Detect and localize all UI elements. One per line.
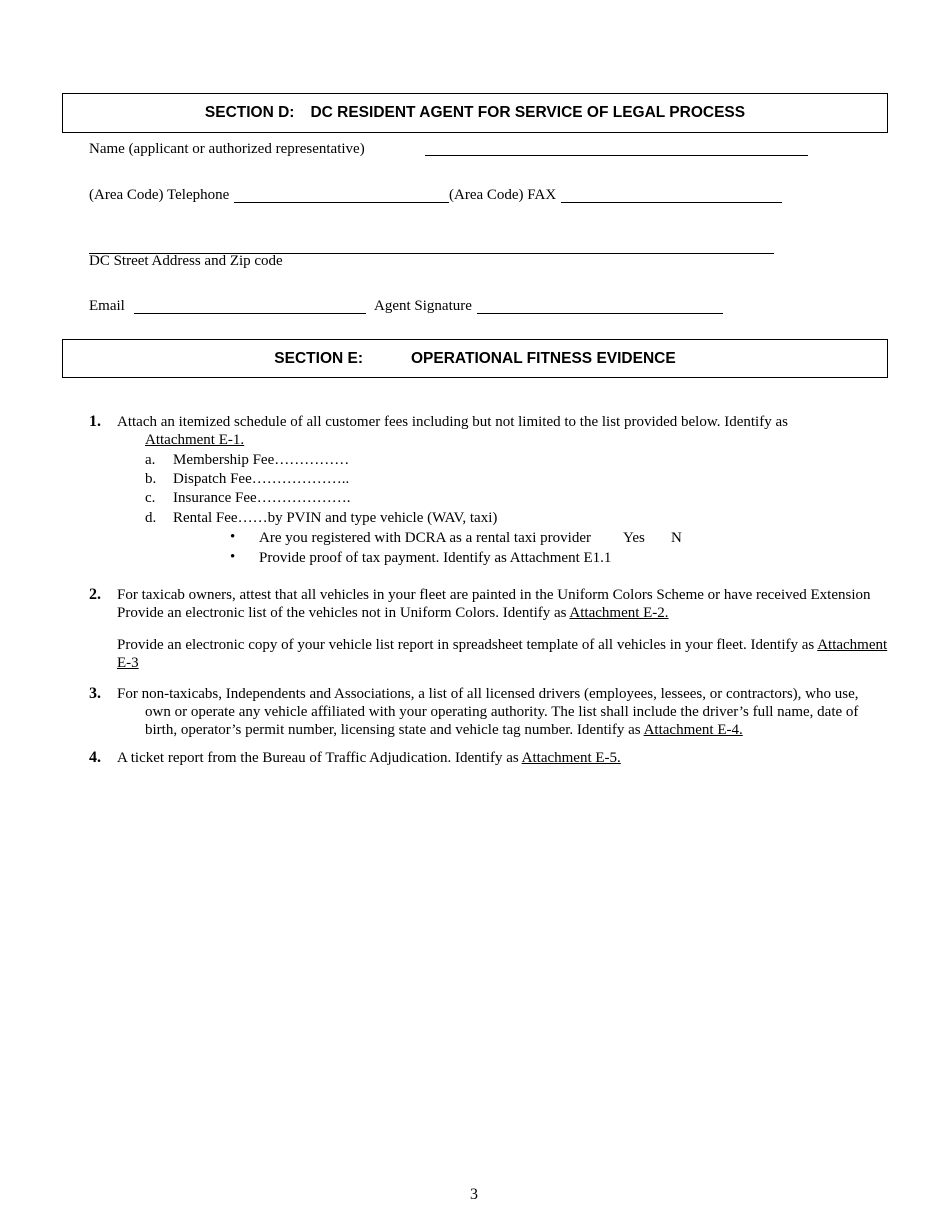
section-e-title: OPERATIONAL FITNESS EVIDENCE: [411, 349, 676, 367]
email-label: Email: [89, 298, 125, 314]
item-2-line-2-text: Provide an electronic list of the vehicles not in Uniform Colors. Identify as: [117, 605, 567, 621]
item-3-line-3: [145, 722, 743, 739]
item-1-text: Attach an itemized schedule of all customer fees including but not limited to the list provided below. Identify as: [117, 414, 788, 430]
sub-item-rental-fee: Rental Fee……by PVIN and type vehicle (WAV, taxi): [173, 510, 498, 526]
item-3-line-1: For non-taxicabs, Independents and Associations, a list of all licensed drivers (employees, lessees, or contractors), who use,: [117, 686, 859, 702]
name-label: Name (applicant or authorized representative): [89, 141, 365, 157]
no-option[interactable]: N: [671, 530, 682, 546]
item-2-line-1: For taxicab owners, attest that all vehicles in your fleet are painted in the Uniform Colors Scheme or have received Extension: [117, 587, 871, 603]
sub-item-insurance-fee: Insurance Fee……………….: [173, 490, 351, 506]
signature-label: Agent Signature: [374, 298, 472, 314]
item-2-attachment: Attachment E-2.: [569, 605, 669, 621]
item-2-line-2: [117, 605, 669, 622]
section-d-title: DC RESIDENT AGENT FOR SERVICE OF LEGAL PROCESS: [310, 104, 746, 121]
bullet-tax-proof: Provide proof of tax payment. Identify as Attachment E1.1: [259, 550, 612, 566]
signature-field[interactable]: [477, 313, 723, 314]
item-4-number: 4.: [89, 749, 101, 766]
telephone-field[interactable]: [234, 202, 449, 203]
sub-item-membership-fee: Membership Fee……………: [173, 452, 350, 468]
email-field[interactable]: [134, 313, 366, 314]
bullet-icon: •: [230, 549, 236, 565]
section-d-label: SECTION D:: [204, 104, 295, 121]
address-label: DC Street Address and Zip code: [89, 253, 283, 269]
item-2-number: 2.: [89, 586, 101, 603]
bullet-icon: •: [230, 529, 236, 545]
item-3-line-3-text: birth, operator’s permit number, licensing state and vehicle tag number. Identify as: [145, 722, 641, 738]
item-4-attachment: Attachment E-5.: [521, 750, 621, 766]
fax-label: (Area Code) FAX: [449, 187, 557, 203]
name-field[interactable]: [425, 155, 808, 156]
item-3-line-2: own or operate any vehicle affiliated with your operating authority. The list shall include the driver’s full name, date of: [145, 704, 859, 720]
item-2-paragraph: [117, 637, 887, 654]
item-2-paragraph-text: Provide an electronic copy of your vehicle list report in spreadsheet template of all vehicles in your fleet. Identify as: [117, 637, 815, 653]
item-2-para-attachment-id: E-3: [117, 655, 139, 671]
sub-item-dispatch-fee: Dispatch Fee………………..: [173, 471, 350, 487]
bullet-dcra-question: Are you registered with DCRA as a rental taxi provider: [259, 530, 591, 546]
item-3-number: 3.: [89, 685, 101, 702]
item-3-attachment: Attachment E-4.: [643, 722, 743, 738]
yes-option[interactable]: Yes: [623, 530, 645, 546]
sub-item-letter: d.: [145, 510, 157, 526]
item-4-text: A ticket report from the Bureau of Traffic Adjudication. Identify as: [117, 750, 519, 766]
sub-item-letter: b.: [145, 471, 157, 487]
item-4-line: [117, 750, 621, 767]
sub-item-letter: c.: [145, 490, 156, 506]
item-1-attachment: Attachment E-1.: [145, 432, 245, 448]
page-number: 3: [470, 1186, 478, 1203]
sub-item-letter: a.: [145, 452, 156, 468]
section-e-label: SECTION E:: [274, 349, 363, 367]
section-e-header: [62, 339, 888, 378]
telephone-label: (Area Code) Telephone: [89, 187, 230, 203]
item-2-para-attachment: Attachment: [817, 637, 888, 653]
fax-field[interactable]: [561, 202, 782, 203]
item-1-number: 1.: [89, 413, 101, 430]
section-d-header: [62, 93, 888, 133]
